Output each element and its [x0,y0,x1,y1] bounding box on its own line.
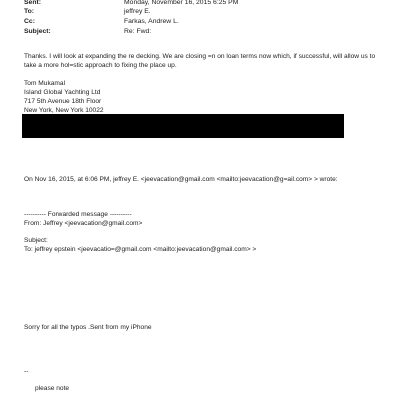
signature-city: New York, New York 10022 [24,107,104,114]
signature-name: Tom Mukamal [24,80,66,87]
to-value: jeffrey E. [124,8,151,15]
quote-intro: On Nov 16, 2015, at 6:06 PM, jeffrey E. <jeevacation@gmail.com <mailto:jeevacation@g=ail.com> > wrote: [24,176,338,183]
signature-company: Island Global Yachting Ltd [24,89,101,96]
subject-label: Subject: [24,28,51,35]
cc-label: Cc: [24,18,35,25]
forwarded-subject: Subject: [24,237,48,244]
signature-address: 717 5th Avenue 18th Floor [24,98,102,105]
sent-label: Sent: [24,0,41,6]
subject-value: Re: Fwd: [124,28,152,35]
reply-line-2: take a more hol=stic approach to fixing the place up. [24,62,177,69]
forwarded-header: ---------- Forwarded message ---------- [24,211,132,218]
reply-line-1: Thanks. I will look at expanding the re decking. We are closing =n on loan terms now which, if successful, will allow us to [24,53,376,60]
typos-note: Sorry for all the typos .Sent from my iPhone [24,324,152,331]
please-note: please note [35,385,70,392]
cc-value: Farkas, Andrew L. [124,18,179,25]
forwarded-from: From: Jeffrey <jeevacation@gmail.com> [24,220,143,227]
to-label: To: [24,8,35,15]
redaction-bar [22,114,344,138]
signature-dashes: -- [24,368,29,375]
sent-value: Monday, November 16, 2015 6:25 PM [124,0,239,6]
forwarded-to: To: jeffrey epstein <jeevacatio=@gmail.com <mailto:jeevacation@gmail.com> > [24,246,257,253]
